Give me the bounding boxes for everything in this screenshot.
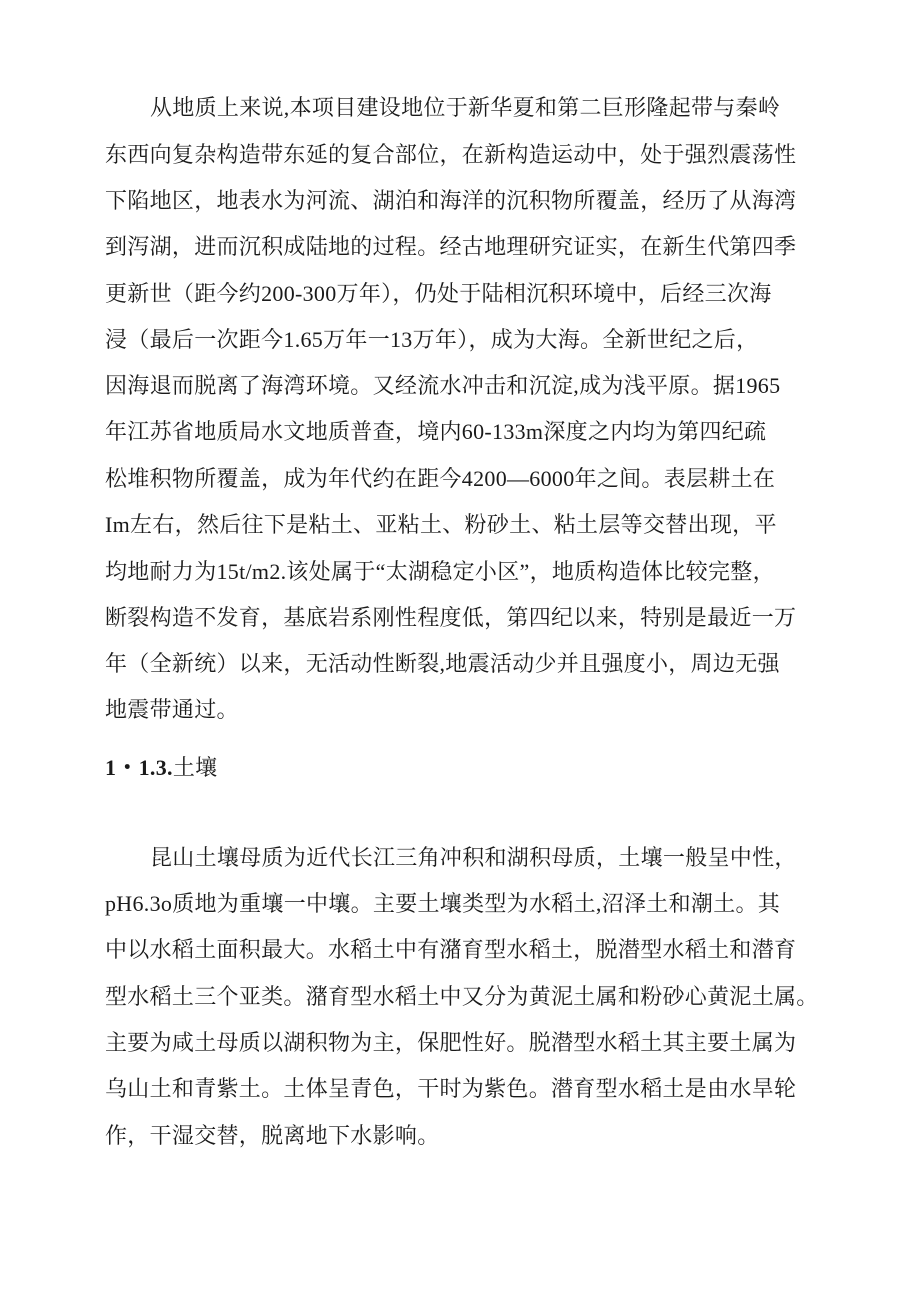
text-line: 断裂构造不发育，基底岩系刚性程度低，第四纪以来，特别是最近一万 [105,605,797,630]
text-line: 东西向复杂构造带东延的复合部位，在新构造运动中，处于强烈震荡性 [105,142,797,167]
text-line: 昆山土壤母质为近代长江三角冲积和湖积母质，土壤一般呈中性， [150,845,797,870]
text-line: 均地耐力为15t/m2.该处属于“太湖稳定小区”，地质构造体比较完整， [105,559,775,584]
text-line: 下陷地区，地表水为河流、湖泊和海洋的沉积物所覆盖，经历了从海湾 [105,188,797,213]
text-line: 主要为咸土母质以湖积物为主，保肥性好。脱潜型水稻土其主要土属为 [105,1030,797,1055]
text-line: pH6.3o质地为重壤一中壤。主要土壤类型为水稻土,沼泽土和潮土。其 [105,891,781,916]
text-line: 型水稻土三个亚类。潴育型水稻土中又分为黄泥土属和粉砂心黄泥土属。 [105,984,819,1009]
text-line: 年（全新统）以来，无活动性断裂,地震活动少并且强度小，周边无强 [105,651,780,676]
section-number: 1・1.3. [105,755,173,780]
text-line: 因海退而脱离了海湾环境。又经流水冲击和沉淀,成为浅平原。据1965 [105,373,781,398]
text-line: 更新世（距今约200-300万年），仍处于陆相沉积环境中，后经三次海 [105,281,772,306]
text-line: 松堆积物所覆盖，成为年代约在距今4200—6000年之间。表层耕土在 [105,466,776,491]
text-line: 浸（最后一次距今1.65万年一13万年），成为大海。全新世纪之后， [105,327,759,352]
section-title: 土壤 [172,755,218,780]
text-line: 年江苏省地质局水文地质普查，境内60-133m深度之内均为第四纪疏 [105,419,767,444]
text-line: 中以水稻土面积最大。水稻土中有潴育型水稻土，脱潜型水稻土和潜育 [105,937,797,962]
section-heading [105,754,217,782]
text-line: Im左右，然后往下是粘土、亚粘土、粉砂土、粘土层等交替出现，平 [105,512,777,537]
text-line: 作，干湿交替，脱离地下水影响。 [105,1123,440,1148]
text-line: 地震带通过。 [105,697,239,722]
text-line: 乌山土和青紫土。土体呈青色，干时为紫色。潜育型水稻土是由水旱轮 [105,1076,797,1101]
text-line: 从地质上来说,本项目建设地位于新华夏和第二巨形隆起带与秦岭 [150,95,781,120]
text-line: 到泻湖，进而沉积成陆地的过程。经古地理研究证实，在新生代第四季 [105,234,797,259]
